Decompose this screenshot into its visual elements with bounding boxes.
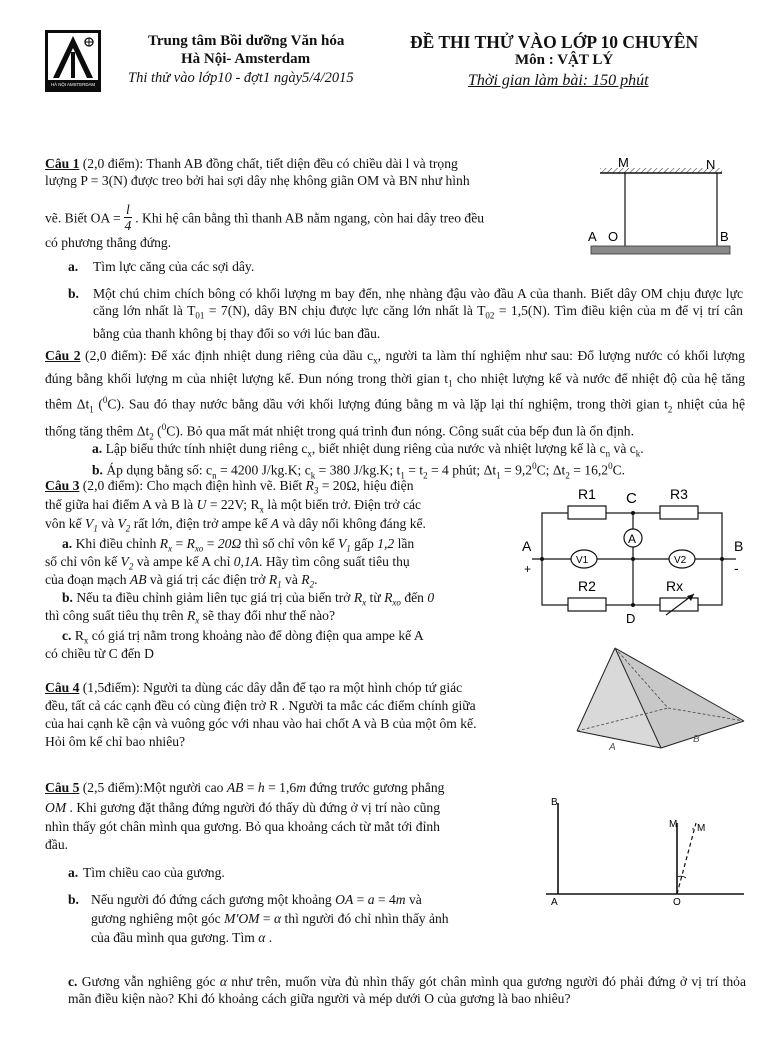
q5-label: Câu 5 [45,780,80,795]
q5-a-label: a. [68,865,79,880]
rod-ab [591,246,730,254]
q3-line1: Câu 3 (2,0 điểm): Cho mạch điện hình vẽ. Biết $R_3 = 20\Omega$, hiệu điện [45,478,414,496]
logo [45,30,101,92]
q1-line1 [45,155,458,172]
q1-line3 [45,204,484,235]
center-name: Trung tâm Bồi dưỡng Văn hóa [148,33,345,49]
q5-a-text: Tìm chiều cao của gương. [83,865,225,880]
q5-b-label: b. [68,892,79,907]
q1-points: (2,0 điểm): [79,156,144,171]
voltmeter-v2-label: V2 [674,555,687,566]
q4-line3: của hai cạnh kề cận và vuông góc với nhau vào hai chốt A và B của một ôm kế. [45,716,477,731]
label-plus: + [524,562,532,576]
q3-line3: vôn kế $V_1$ và $V_2$ rất lớn, điện trở ampe kế A và dây nối không đáng kể. [45,516,426,534]
subject: Môn : VẬT LÝ [515,52,614,68]
label-r1: R1 [578,486,596,502]
q1-figure [588,152,738,262]
resistor-rx [660,598,698,611]
q3-a-line1: a. Khi điều chỉnh $R_x = R_{xo} = 20\Omega$ thì số chỉ vôn kế $V_1$ gấp 1,2 lần [62,536,415,554]
center-city: Hà Nội- Amsterdam [181,51,311,67]
exam-round: Thi thử vào lớp10 - đợt1 ngày5/4/2015 [128,70,354,86]
q5-line3: nhìn thấy gót chân mình qua gương. Bỏ qua khoảng cách từ mắt tới đỉnh [45,819,440,834]
label-c: C [626,490,637,507]
resistor-r1 [568,506,606,519]
voltmeter-v1-label: V1 [576,555,589,566]
label-m: M [618,155,629,170]
q5-line1: Câu 5 (2,5 điểm):Một người cao AB = h = 1,6m đứng trước gương phẳng [45,780,445,795]
q3-b-line1: b. Nếu ta điều chỉnh giảm liên tục giá trị của biến trở $R_x$ từ $R_{xo}$ đến 0 [62,590,435,608]
label-b: B [551,797,558,808]
q1-b-text: Một chú chim chích bông có khối lượng m bay đến, nhẹ nhàng đậu vào đầu A của thanh. Biết dây OM chịu được lực căng lớn nhất là $T_{01} = 7(N)$, dây BN chịu được lực căng lớn nhất là $T_{02} = 1,5(N)$. Tìm điều kiện của m để vị trí cân bằng của thanh không bị thay đổi so với lúc ban đầu. [93,286,743,341]
q1-label: Câu 1 [45,156,80,171]
label-minus: - [734,560,739,576]
label-o: O [673,897,681,908]
q5-b-line1: Nếu người đó đứng cách gương một khoảng OA = a = 4m và [91,892,422,907]
q4-label: Câu 4 [45,680,80,695]
q3-b-line2: thì công suất tiêu thụ trên $R_x$ sẽ thay đổi như thế nào? [45,608,335,626]
q4-line2: đều, tất cả các cạnh đều có cùng điện trở R . Người ta mắc các điểm chính giữa [45,698,476,713]
label-b: B [720,229,729,244]
label-n: N [706,157,716,172]
logo-caption: HÀ NỘI AMSTERDAM [50,82,96,87]
q3-a-line3: của đoạn mạch AB và giá trị các điện trở $R_1$ và $R_2$. [45,572,318,590]
q4-text-1: Người ta dùng các dây dẫn để tạo ra một hình chóp tứ giác [139,680,463,695]
q1-formula: vẽ. Biết OA = [45,210,125,226]
mirror-tilted [677,823,696,894]
q5-c-text: c. Gương vẫn nghiêng góc α như trên, muốn vừa đủ nhìn thấy gót chân mình qua gương người đó phải đứng ở vị trí thỏa mãn điều kiện nào? Khi đó khoảng cách giữa người và mép dưới O của gương là bao nhiêu? [68,974,746,1006]
q3-label: Câu 3 [45,478,80,493]
exam-duration: Thời gian làm bài: 150 phút [468,72,649,89]
resistor-r2 [568,598,606,611]
q2-a-text: a. Lập biểu thức tính nhiệt dung riêng $c_x$, biết nhiệt dung riêng của nước và nhiệt lượng kế là $c_n$ và $c_k$. [92,441,644,459]
q5-b-line3: của đầu mình qua gương. Tìm α . [91,930,273,945]
label-a: A [609,742,616,753]
q2-label: Câu 2 [45,348,81,363]
q5-points: (2,5 điểm): [79,780,144,795]
q2-text: Câu 2 (2,0 điểm): Để xác định nhiệt dung riêng của dầu $c_x$, người ta làm thí nghiệm như sau: Đổ lượng nước có khối lượng đúng bằng khối lượng m của nhiệt lượng kế. Đun nóng trong thời gian $t_1$ cho nhiệt lượng kế và nước để nhiệt độ của hệ tăng thêm $\Delta t_1$ ($^0$C). Sau đó thay nước bằng dầu với khối lượng đúng bằng m và lặp lại thí nghiệm, trong thời gian $t_2$ nhiệt của hệ thống tăng thêm $\Delta t_2$ ($^0$C). Bỏ qua mất mát nhiệt trong quá trình đun nóng. Công suất của bếp đun là ổn định. [45,348,745,441]
q4-points: (1,5điểm): [79,680,140,695]
label-a: A [551,897,558,908]
q1-line2: lượng P = 3(N) được treo bởi hai sợi dây nhẹ không giãn OM và BN như hình [45,173,470,188]
label-m-prime: , [692,821,695,832]
q2-b-text: b. Áp dụng bằng số: $c_n = 4200$ J/kg.K; $c_k = 380$ J/kg.K; $t_1 = t_2 = 4$ phút; $\Delta t_1 = 9,2^0C$; $\Delta t_2 = 16,2^0C$. [92,461,626,481]
q3-circuit-figure [520,481,748,626]
q3-a-line2: số chỉ vôn kế $V_2$ và ampe kế A chỉ 0,1A. Hãy tìm công suất tiêu thụ [45,554,410,572]
q1-b-label: b. [68,286,79,301]
q3-c-line1: c. $R_x$ có giá trị nằm trong khoảng nào để dòng điện qua ampe kế A [62,628,424,646]
label-m: M [669,819,678,830]
label-o: O [608,229,619,244]
label-a: A [588,229,597,244]
q4-pyramid-figure [573,642,753,757]
q1-line4: có phương thẳng đứng. [45,235,172,250]
label-m-tilted: M [697,823,706,834]
q3-line2: thế giữa hai điểm A và B là U = 22V; $R_x$ là một biến trở. Điện trở các [45,497,422,515]
ammeter-label: A [628,532,637,546]
label-b: B [693,734,700,745]
q5-mirror-figure [546,793,746,913]
q3-points: (2,0 điểm): [79,478,144,493]
exam-title: ĐỀ THI THỬ VÀO LỚP 10 CHUYÊN [410,32,699,52]
q1-a-label: a. [68,259,79,274]
label-rx: Rx [666,578,684,594]
q5-line4: đầu. [45,837,69,852]
q2-points: (2,0 điểm): [80,348,147,363]
label-r2: R2 [578,578,596,594]
q1-text-1: Thanh AB đồng chất, tiết diện đều có chiều dài l và trọng [143,156,458,171]
label-d: D [626,611,636,626]
q5-b-line2: gương nghiêng một góc M'OM = α thì người đó chỉ nhìn thấy ảnh [91,911,449,926]
q3-c-line2: có chiều từ C đến D [45,646,154,661]
label-a: A [522,538,532,554]
q5-line2: OM . Khi gương đặt thẳng đứng người đó thấy dù đứng ở vị trí nào cũng [45,800,441,815]
q4-line1 [45,679,462,696]
q1-a-text: Tìm lực căng của các sợi dây. [93,259,255,274]
q4-line4: Hỏi ôm kế chỉ bao nhiêu? [45,734,186,749]
label-r3: R3 [670,486,688,502]
q1-text-3: . Khi hệ cân bằng thì thanh AB nằm ngang, còn hai dây treo đều [135,210,485,226]
resistor-r3 [660,506,698,519]
q1-fraction: $\frac{l}{4}$ [124,202,132,233]
label-b: B [734,538,744,554]
